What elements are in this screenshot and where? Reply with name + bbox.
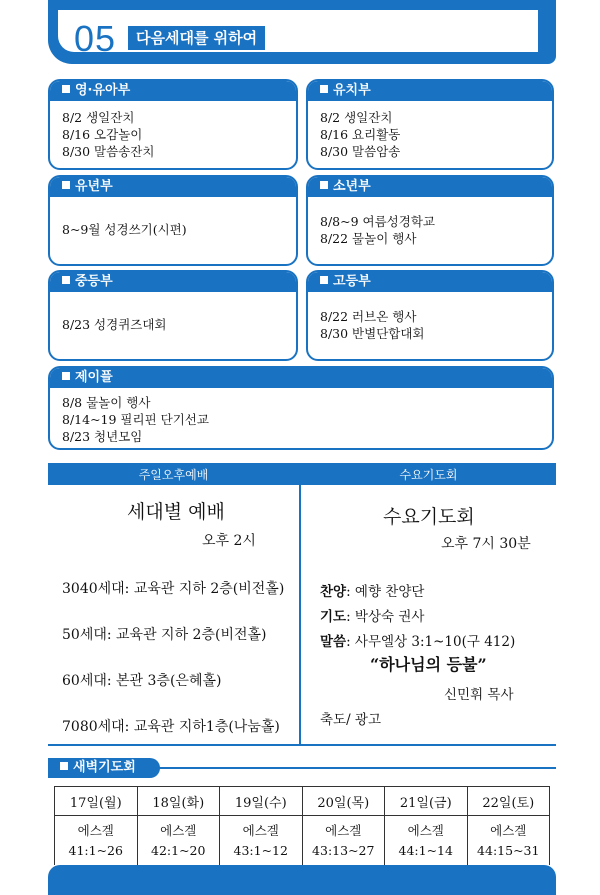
square-bullet-icon [320,276,328,284]
dept-box-elementary-upper [306,175,554,266]
dawn-date: 22일(토) [467,787,550,816]
dept-box-jplay [48,366,554,450]
dept-header [308,272,552,292]
dept-item: 8/23 성경퀴즈대회 [62,317,167,332]
dept-header [50,368,552,388]
square-bullet-icon [62,181,70,189]
dept-name: 고등부 [333,274,371,289]
section-title: 다음세대를 위하여 [128,26,265,50]
worship-divider [299,463,301,746]
dept-item: 8/30 말씀암송 [320,144,401,159]
dawn-reading-row [55,816,550,866]
dept-item: 8/22 물놀이 행사 [320,231,417,246]
dept-items [62,109,290,160]
dawn-reading [55,816,138,866]
dept-items [62,221,290,238]
dawn-date: 18일(화) [137,787,220,816]
dawn-reading [385,816,468,866]
wednesday-row [320,605,424,625]
dawn-schedule-table [54,786,550,865]
sunday-location: 50세대: 교육관 지하 2층(비전홀) [62,627,267,643]
dawn-book: 에스겔 [490,823,527,838]
dawn-reading [302,816,385,866]
dept-item: 8/8~9 여름성경학교 [320,214,435,229]
dawn-ref: 44:1~14 [398,843,453,858]
preacher: 신민휘 목사 [444,687,514,703]
dawn-date: 20일(목) [302,787,385,816]
dept-header [308,177,552,197]
dawn-book: 에스겔 [242,823,279,838]
dawn-book: 에스겔 [325,823,362,838]
dept-items [62,316,290,333]
dawn-date: 17일(월) [55,787,138,816]
wednesday-row [320,630,515,650]
square-bullet-icon [60,762,68,770]
wednesday-time: 오후 7시 30분 [441,536,531,552]
dept-box-middle [48,270,298,361]
dept-header [50,272,296,292]
square-bullet-icon [62,372,70,380]
dept-item: 8/16 요리활동 [320,127,401,142]
dept-name: 소년부 [333,179,371,194]
sunday-title: 세대별 예배 [127,501,225,523]
dept-item: 8/30 말씀송잔치 [62,144,155,159]
dept-item: 8/8 물놀이 행사 [62,395,151,410]
closing: 축도/ 광고 [320,712,382,728]
square-bullet-icon [62,276,70,284]
row-label: 기도 [320,609,347,625]
worship-frame [48,463,556,746]
sunday-header: 주일오후예배 [48,465,299,485]
dawn-ref: 42:1~20 [151,843,206,858]
dept-items [320,308,546,342]
square-bullet-icon [320,85,328,93]
sunday-time: 오후 2시 [202,533,256,549]
dept-item: 8~9월 성경쓰기(시편) [62,222,187,237]
dawn-reading [220,816,303,866]
square-bullet-icon [62,85,70,93]
section-number: 05 [74,18,117,59]
dept-box-high [306,270,554,361]
dept-item: 8/30 반별단합대회 [320,326,425,341]
dept-box-infant [48,79,298,170]
dept-name: 유년부 [75,179,113,194]
footer-bar [48,865,556,895]
dept-header [308,81,552,101]
dawn-date: 21일(금) [385,787,468,816]
dept-item: 8/14~19 필리핀 단기선교 [62,412,209,427]
dawn-book: 에스겔 [407,823,444,838]
dept-item: 8/23 청년모임 [62,429,143,444]
dept-header [50,81,296,101]
dawn-reading [137,816,220,866]
row-value: : 예향 찬양단 [346,584,425,600]
dawn-reading [467,816,550,866]
dawn-ref: 44:15~31 [477,843,540,858]
wednesday-row [320,580,424,600]
dept-header [50,177,296,197]
dept-box-elementary-lower [48,175,298,266]
dawn-ref: 41:1~26 [68,843,123,858]
dawn-title-text: 새벽기도회 [73,760,136,775]
dawn-book: 에스겔 [77,823,114,838]
dawn-book: 에스겔 [160,823,197,838]
dawn-title [48,758,160,778]
row-value: : 사무엘상 3:1~10(구 412) [346,634,516,650]
row-label: 찬양 [320,584,347,600]
dept-items [320,213,546,247]
sunday-location: 3040세대: 교육관 지하 2층(비전홀) [62,581,285,597]
dawn-ref: 43:13~27 [312,843,375,858]
row-label: 말씀 [320,634,347,650]
dept-items [62,394,546,445]
square-bullet-icon [320,181,328,189]
dept-name: 제이플 [75,370,113,385]
row-value: : 박상숙 권사 [346,609,425,625]
dept-box-kindergarten [306,79,554,170]
sunday-location: 60세대: 본관 3층(은혜홀) [62,673,222,689]
wednesday-header: 수요기도회 [301,465,556,485]
sunday-location: 7080세대: 교육관 지하1층(나눔홀) [62,719,280,735]
dept-item: 8/22 러브온 행사 [320,309,417,324]
dept-item: 8/16 오감놀이 [62,127,143,142]
dept-name: 중등부 [75,274,113,289]
dept-item: 8/2 생일잔치 [320,110,393,125]
dept-name: 유치부 [333,83,371,98]
dawn-ref: 43:1~12 [233,843,288,858]
dawn-date-row [55,787,550,816]
dept-item: 8/2 생일잔치 [62,110,135,125]
dept-items [320,109,546,160]
sermon-title: “하나님의 등불” [370,655,487,674]
dept-name: 영·유아부 [75,83,131,98]
wednesday-title: 수요기도회 [383,506,475,528]
dawn-date: 19일(수) [220,787,303,816]
